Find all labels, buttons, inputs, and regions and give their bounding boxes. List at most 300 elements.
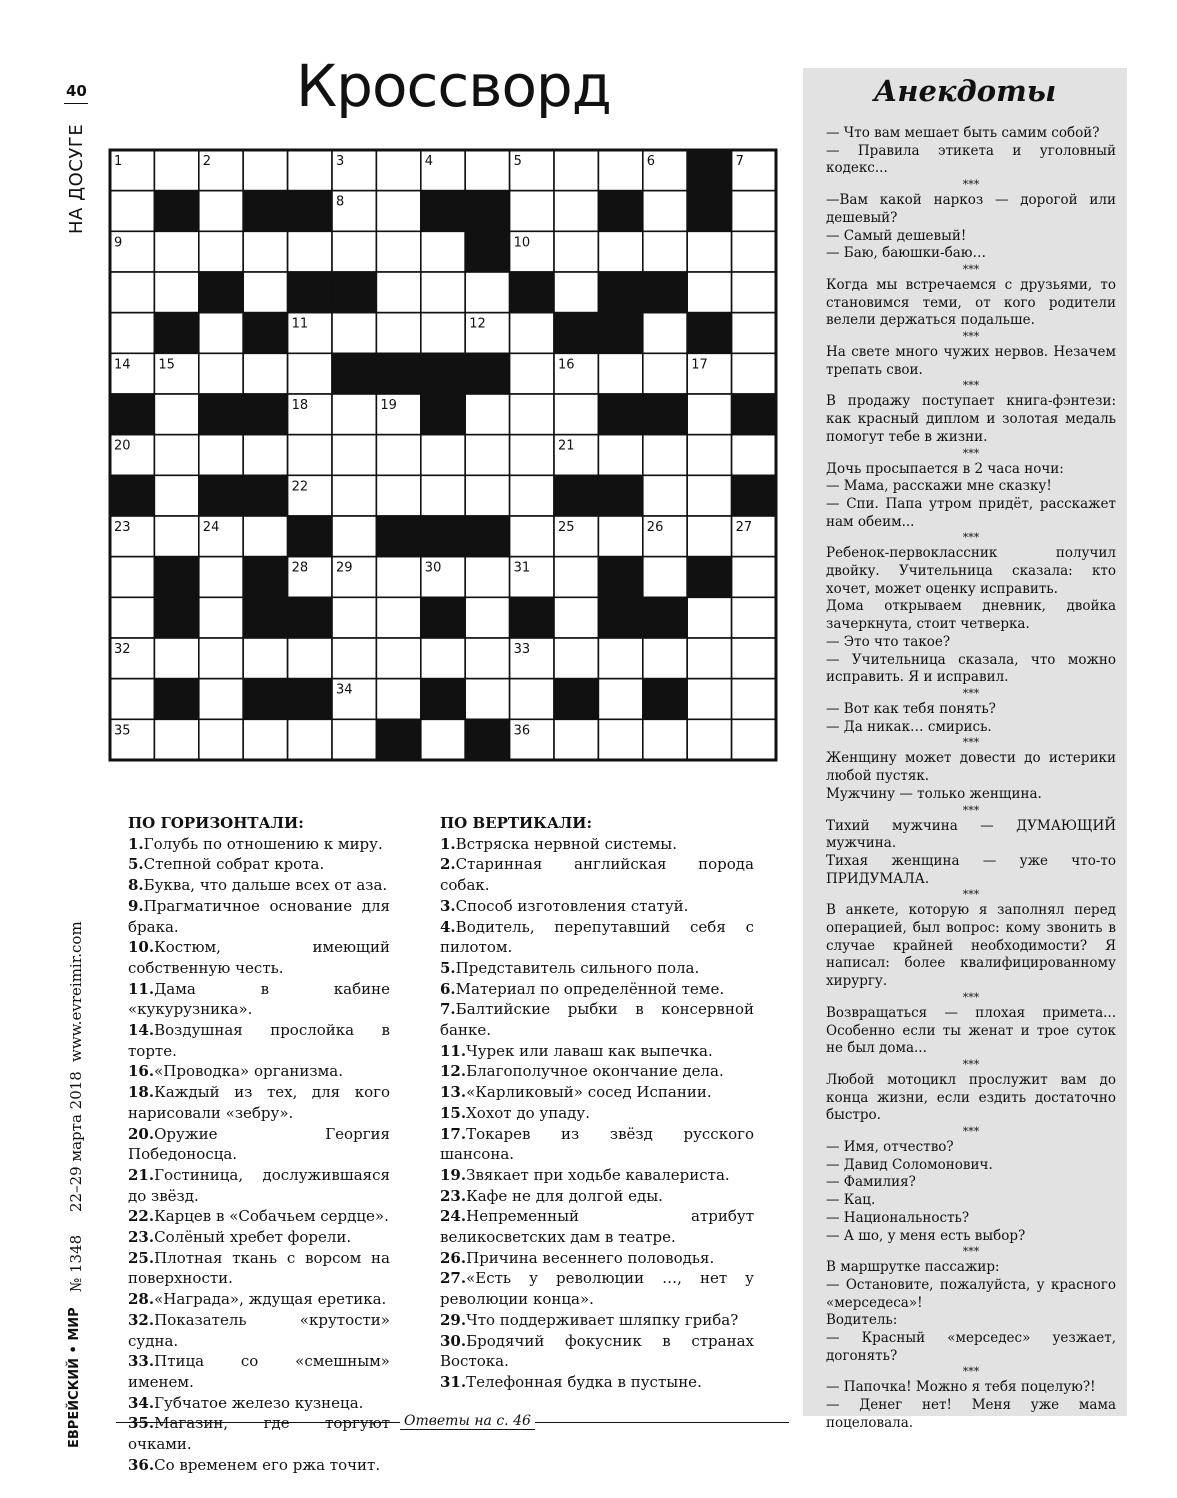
cell-number: 31	[513, 560, 531, 576]
black-cell	[554, 475, 598, 516]
black-cell	[376, 353, 420, 394]
grid-cell[interactable]	[332, 638, 376, 679]
grid-cell[interactable]	[421, 272, 465, 313]
grid-cell[interactable]	[554, 719, 598, 760]
black-cell	[243, 597, 287, 638]
grid-cell[interactable]	[421, 313, 465, 354]
black-cell	[510, 272, 554, 313]
cell-number: 23	[114, 520, 131, 535]
black-cell	[288, 597, 332, 638]
black-cell	[243, 475, 287, 516]
grid-cell[interactable]	[687, 679, 731, 720]
grid-cell[interactable]	[154, 231, 198, 272]
grid-cell[interactable]	[199, 638, 243, 679]
joke-line: — Фамилия?	[826, 1174, 916, 1191]
black-cell	[732, 394, 776, 435]
clue-number: 25.	[128, 1248, 155, 1267]
grid-cell[interactable]	[376, 435, 420, 476]
grid-cell[interactable]	[554, 191, 598, 232]
black-cell	[687, 557, 731, 598]
grid-cell[interactable]	[154, 435, 198, 476]
grid-cell[interactable]	[643, 191, 687, 232]
cell-number: 29	[336, 560, 353, 576]
grid-cell[interactable]	[421, 231, 465, 272]
black-cell	[154, 679, 198, 720]
grid-cell[interactable]	[421, 719, 465, 760]
joke-line: В продажу поступает книга-фэнтези: как красный диплом и золотая медаль помогут тебе в жизни.	[826, 393, 1116, 445]
grid-cell[interactable]	[554, 272, 598, 313]
black-cell	[421, 394, 465, 435]
grid-cell[interactable]	[465, 679, 509, 720]
sidebar-title: Анекдоты	[873, 74, 1057, 108]
black-cell	[243, 394, 287, 435]
down-heading: ПО ВЕРТИКАЛИ:	[440, 814, 593, 832]
grid-cell[interactable]	[510, 191, 554, 232]
grid-cell[interactable]	[732, 191, 776, 232]
joke-separator: ***	[962, 990, 980, 1004]
grid-cell[interactable]	[598, 638, 642, 679]
grid-cell[interactable]	[376, 679, 420, 720]
joke-line: — Это что такое?	[826, 633, 951, 650]
crossword-grid	[108, 148, 778, 762]
grid-cell[interactable]	[554, 597, 598, 638]
joke-separator: ***	[962, 686, 980, 700]
grid-cell[interactable]	[465, 394, 509, 435]
clue-item	[128, 1124, 390, 1165]
joke-line: Возвращаться — плохая примета... Особенно если ты женат и трое суток не был дома...	[826, 1004, 1116, 1057]
clue-item	[440, 1331, 754, 1372]
grid-cell[interactable]	[199, 191, 243, 232]
grid-cell[interactable]	[243, 231, 287, 272]
cell-number: 19	[380, 398, 397, 413]
joke-line: — Мама, расскажи мне сказку!	[826, 478, 1052, 495]
grid-cell[interactable]	[643, 231, 687, 272]
black-cell	[598, 475, 642, 516]
grid-cell[interactable]	[643, 475, 687, 516]
across-clues	[128, 813, 390, 1476]
grid-cell[interactable]	[687, 597, 731, 638]
clue-number: 1.	[128, 834, 144, 853]
grid-cell[interactable]	[376, 597, 420, 638]
joke-line: Когда мы встречаемся с друзьями, то становимся теми, от кого родители велели держаться подальше.	[826, 276, 1116, 329]
clue-text: Кафе не для долгой еды.	[466, 1186, 663, 1205]
cell-number: 15	[158, 357, 175, 373]
clue-number: 9.	[128, 896, 144, 915]
cell-number: 4	[424, 154, 434, 169]
grid-cell[interactable]	[598, 435, 642, 476]
joke-line: — Папочка! Можно я тебя поцелую?!	[826, 1379, 1096, 1396]
clue-item	[440, 1041, 754, 1062]
clue-item	[128, 1289, 390, 1310]
clue-number: 5.	[440, 958, 456, 977]
black-cell	[598, 394, 642, 435]
joke-separator: ***	[962, 803, 980, 817]
grid-cell[interactable]	[510, 353, 554, 394]
joke-line: Любой мотоцикл прослужит вам до конца жизни, если ездить достаточно быстро.	[826, 1071, 1116, 1124]
clue-number: 33.	[128, 1352, 155, 1371]
issue-number: № 1348	[67, 1234, 85, 1292]
grid-cell[interactable]	[421, 475, 465, 516]
grid-cell[interactable]	[421, 638, 465, 679]
cell-number: 25	[558, 520, 575, 535]
joke-separator: ***	[962, 1365, 980, 1379]
grid-cell[interactable]	[332, 516, 376, 557]
grid-cell[interactable]	[465, 272, 509, 313]
black-cell	[643, 679, 687, 720]
grid-cell[interactable]	[243, 150, 287, 191]
clue-text: Звякает при ходьбе кавалериста.	[466, 1165, 730, 1184]
clue-text: Оружие Георгия Победоносца.	[128, 1124, 390, 1164]
clue-text: Плотная ткань с ворсом на поверхности.	[128, 1248, 390, 1288]
grid-cell[interactable]	[110, 272, 154, 313]
down-clues	[440, 813, 754, 1393]
black-cell	[376, 719, 420, 760]
clue-text: Воздушная прослойка в торте.	[128, 1021, 390, 1060]
joke-line: — Спи. Папа утром придёт, расскажет нам обеим...	[826, 495, 1116, 530]
joke-line: — Национальность?	[826, 1209, 970, 1226]
grid-cell[interactable]	[732, 313, 776, 354]
page-number: 40	[66, 82, 87, 100]
clue-text: «Есть у революции …, нет у революции конца».	[440, 1269, 754, 1309]
cell-number: 30	[424, 560, 442, 576]
grid-cell[interactable]	[376, 475, 420, 516]
grid-cell[interactable]	[687, 719, 731, 760]
grid-cell[interactable]	[199, 353, 243, 394]
joke-line: Женщину может довести до истерики любой пустяк.	[826, 750, 1116, 785]
grid-cell[interactable]	[376, 638, 420, 679]
grid-cell[interactable]	[332, 394, 376, 435]
joke-line: — Денег нет! Меня уже мама поцеловала.	[826, 1397, 1116, 1431]
grid-cell[interactable]	[154, 272, 198, 313]
black-cell	[288, 679, 332, 720]
grid-cell[interactable]	[510, 313, 554, 354]
grid-cell[interactable]	[643, 435, 687, 476]
joke-line: Мужчину — только женщина.	[826, 785, 1042, 802]
black-cell	[421, 597, 465, 638]
grid-cell[interactable]	[110, 679, 154, 720]
grid-cell[interactable]	[154, 638, 198, 679]
grid-cell[interactable]	[732, 435, 776, 476]
grid-cell[interactable]	[243, 719, 287, 760]
black-cell	[154, 191, 198, 232]
grid-cell[interactable]	[376, 557, 420, 598]
cell-number: 2	[202, 154, 212, 169]
grid-cell[interactable]	[687, 516, 731, 557]
grid-cell[interactable]	[154, 516, 198, 557]
clue-number: 28.	[128, 1290, 155, 1309]
black-cell	[465, 191, 509, 232]
grid-cell[interactable]	[732, 353, 776, 394]
black-cell	[598, 597, 642, 638]
grid-cell[interactable]	[465, 150, 509, 191]
grid-cell[interactable]	[510, 394, 554, 435]
grid-cell[interactable]	[199, 435, 243, 476]
grid-cell[interactable]	[732, 638, 776, 679]
clue-text: Магазин, где торгуют очками.	[128, 1414, 390, 1454]
section-label: НА ДОСУГЕ	[66, 123, 87, 234]
clue-text: Встряска нервной системы.	[455, 834, 678, 853]
cell-number: 26	[646, 520, 664, 535]
clue-number: 2.	[440, 855, 456, 874]
joke-line: Тихая женщина — уже что-то ПРИДУМАЛА.	[826, 852, 1116, 887]
grid-cell[interactable]	[376, 231, 420, 272]
grid-cell[interactable]	[598, 719, 642, 760]
grid-cell[interactable]	[643, 719, 687, 760]
clue-number: 18.	[128, 1083, 155, 1102]
clue-item	[440, 854, 754, 895]
clue-item	[440, 1082, 754, 1103]
cell-number: 35	[114, 723, 131, 739]
grid-cell[interactable]	[732, 231, 776, 272]
cell-number: 24	[202, 520, 220, 535]
grid-cell[interactable]	[332, 719, 376, 760]
clue-item	[128, 1248, 390, 1289]
joke-line: — Баю, баюшки-баю…	[826, 245, 987, 262]
black-cell	[421, 679, 465, 720]
grid-cell[interactable]	[732, 719, 776, 760]
cell-number: 6	[646, 154, 656, 169]
grid-cell[interactable]	[598, 231, 642, 272]
cell-number: 8	[336, 194, 345, 210]
joke-line: — Красный «мерседес» уезжает, догонять?	[826, 1330, 1116, 1364]
clue-item	[440, 1165, 754, 1186]
clue-text: Буква, что дальше всех от аза.	[143, 876, 388, 895]
grid-cell[interactable]	[376, 191, 420, 232]
grid-cell[interactable]	[154, 475, 198, 516]
grid-cell[interactable]	[288, 435, 332, 476]
cell-number: 1	[114, 154, 123, 169]
clue-text: Каждый из тех, для кого нарисовали «зебру».	[128, 1083, 390, 1122]
grid-cell[interactable]	[243, 638, 287, 679]
clue-text: Показатель «крутости» судна.	[128, 1310, 390, 1350]
grid-cell[interactable]	[110, 313, 154, 354]
clue-number: 31.	[440, 1372, 467, 1391]
grid-cell[interactable]	[465, 557, 509, 598]
grid-cell[interactable]	[687, 475, 731, 516]
cell-number: 7	[735, 154, 744, 169]
grid-cell[interactable]	[643, 353, 687, 394]
cell-number: 28	[291, 560, 309, 576]
clue-number: 11.	[440, 1041, 467, 1060]
grid-cell[interactable]	[154, 394, 198, 435]
grid-cell[interactable]	[243, 516, 287, 557]
joke-separator: ***	[962, 178, 980, 192]
clue-text: Степной собрат крота.	[143, 855, 325, 874]
grid-cell[interactable]	[288, 353, 332, 394]
grid-cell[interactable]	[465, 435, 509, 476]
black-cell	[154, 313, 198, 354]
grid-cell[interactable]	[376, 150, 420, 191]
black-cell	[154, 557, 198, 598]
grid-cell[interactable]	[732, 557, 776, 598]
grid-cell[interactable]	[199, 231, 243, 272]
grid-cell[interactable]	[199, 557, 243, 598]
grid-cell[interactable]	[332, 475, 376, 516]
clue-text: Способ изготовления статуй.	[455, 896, 689, 915]
jokes-list	[826, 125, 1116, 1433]
grid-cell[interactable]	[598, 150, 642, 191]
grid-cell[interactable]	[598, 516, 642, 557]
grid-cell[interactable]	[732, 597, 776, 638]
clue-text: Телефонная будка в пустыне.	[466, 1372, 702, 1391]
grid-cell[interactable]	[643, 557, 687, 598]
clue-number: 14.	[128, 1021, 155, 1040]
grid-cell[interactable]	[554, 150, 598, 191]
clue-text: Балтийские рыбки в консервной банке.	[440, 1000, 754, 1040]
clue-text: Причина весеннего половодья.	[466, 1248, 715, 1267]
grid-cell[interactable]	[288, 719, 332, 760]
grid-cell[interactable]	[110, 557, 154, 598]
clue-text: Старинная английская порода собак.	[440, 855, 754, 895]
clue-item	[440, 1103, 754, 1124]
clue-text: Непременный атрибут великосветских дам в театре.	[440, 1207, 754, 1247]
cell-number: 5	[513, 154, 522, 169]
clue-text: Хохот до упаду.	[466, 1103, 591, 1122]
clue-text: Губчатое железо кузнеца.	[154, 1393, 364, 1412]
black-cell	[288, 191, 332, 232]
clue-text: Костюм, имеющий собственную честь.	[128, 938, 390, 977]
clue-text: «Награда», ждущая еретика.	[154, 1290, 387, 1309]
grid-cell[interactable]	[554, 231, 598, 272]
joke-line: — Правила этикета и уголовный кодекс...	[826, 142, 1116, 177]
grid-cell[interactable]	[110, 597, 154, 638]
grid-cell[interactable]	[243, 353, 287, 394]
grid-cell[interactable]	[199, 719, 243, 760]
grid-cell[interactable]	[199, 313, 243, 354]
clue-text: «Проводка» организма.	[154, 1062, 343, 1081]
clue-number: 36.	[128, 1455, 155, 1474]
grid-cell[interactable]	[687, 394, 731, 435]
joke-line: — Имя, отчество?	[826, 1139, 954, 1156]
grid-cell[interactable]	[643, 638, 687, 679]
clue-item	[128, 1310, 390, 1351]
clue-text: Благополучное окончание дела.	[466, 1062, 724, 1081]
grid-cell[interactable]	[598, 679, 642, 720]
black-cell	[643, 597, 687, 638]
clue-text: Водитель, перепутавший себя с пилотом.	[440, 917, 754, 957]
grid-cell[interactable]	[687, 638, 731, 679]
joke-line: — Остановите, пожалуйста, у красного «мерседеса»!	[826, 1276, 1116, 1311]
clue-number: 35.	[128, 1414, 155, 1433]
grid-cell[interactable]	[243, 435, 287, 476]
grid-cell[interactable]	[687, 272, 731, 313]
grid-cell[interactable]	[332, 231, 376, 272]
grid-cell[interactable]	[199, 679, 243, 720]
grid-cell[interactable]	[643, 313, 687, 354]
clue-text: Карцев в «Собачьем сердце».	[154, 1207, 389, 1226]
grid-cell[interactable]	[288, 638, 332, 679]
cell-number: 21	[558, 438, 575, 454]
joke-line: —Вам какой наркоз — дорогой или дешевый?	[826, 192, 1116, 226]
clue-number: 30.	[440, 1331, 467, 1350]
clue-item	[128, 896, 390, 937]
clue-number: 12.	[440, 1062, 467, 1081]
grid-cell[interactable]	[110, 191, 154, 232]
clue-item	[128, 834, 390, 855]
grid-cell[interactable]	[465, 638, 509, 679]
clue-text: Прагматичное основание для брака.	[128, 896, 390, 936]
grid-cell[interactable]	[332, 435, 376, 476]
grid-cell[interactable]	[510, 516, 554, 557]
clue-item	[128, 1165, 390, 1206]
grid-cell[interactable]	[421, 435, 465, 476]
joke-separator: ***	[962, 736, 980, 750]
cell-number: 9	[114, 235, 123, 251]
grid-cell[interactable]	[732, 679, 776, 720]
grid-cell[interactable]	[732, 272, 776, 313]
grid-cell[interactable]	[243, 272, 287, 313]
grid-cell[interactable]	[288, 231, 332, 272]
joke-line: — Вот как тебя понять?	[826, 700, 996, 717]
joke-line: — А шо, у меня есть выбор?	[826, 1227, 1026, 1244]
grid-cell[interactable]	[154, 150, 198, 191]
clue-text: Голубь по отношению к миру.	[143, 834, 383, 853]
clue-text: «Карликовый» сосед Испании.	[466, 1083, 712, 1102]
clue-number: 24.	[440, 1207, 467, 1226]
clue-number: 13.	[440, 1083, 467, 1102]
grid-cell[interactable]	[332, 313, 376, 354]
clue-item	[440, 834, 754, 855]
grid-cell[interactable]	[376, 272, 420, 313]
joke-line: — Самый дешевый!	[826, 227, 967, 244]
clue-item	[128, 1351, 390, 1392]
grid-cell[interactable]	[554, 638, 598, 679]
clue-item	[128, 1082, 390, 1123]
grid-cell[interactable]	[154, 719, 198, 760]
clue-number: 8.	[128, 876, 144, 895]
grid-cell[interactable]	[288, 150, 332, 191]
grid-cell[interactable]	[465, 475, 509, 516]
clue-text: Что поддерживает шляпку гриба?	[466, 1310, 739, 1329]
grid-cell[interactable]	[199, 597, 243, 638]
across-heading: ПО ГОРИЗОНТАЛИ:	[128, 814, 304, 832]
grid-cell[interactable]	[510, 475, 554, 516]
clue-text: Представитель сильного пола.	[455, 958, 700, 977]
clue-text: Дама в кабине «кукурузника».	[128, 979, 390, 1019]
joke-separator: ***	[962, 379, 980, 393]
clue-item	[440, 1124, 754, 1165]
clue-number: 23.	[128, 1228, 155, 1247]
joke-separator: ***	[962, 1125, 980, 1139]
grid-cell[interactable]	[332, 597, 376, 638]
grid-cell[interactable]	[554, 394, 598, 435]
black-cell	[110, 394, 154, 435]
grid-cell[interactable]	[510, 435, 554, 476]
black-cell	[243, 313, 287, 354]
grid-cell[interactable]	[554, 557, 598, 598]
clue-item	[128, 1227, 390, 1248]
clue-number: 27.	[440, 1269, 467, 1288]
grid-cell[interactable]	[687, 231, 731, 272]
grid-cell[interactable]	[687, 435, 731, 476]
clue-text: Птица со «смешным» именем.	[128, 1352, 390, 1391]
black-cell	[243, 679, 287, 720]
grid-cell[interactable]	[510, 679, 554, 720]
cell-number: 17	[691, 357, 708, 373]
cell-number: 32	[114, 642, 131, 657]
joke-line: В анкете, которую я заполнял перед операцией, был вопрос: кому звонить в случае крайней необходимости? Я написал: более квалифицированному хирургу.	[826, 902, 1116, 990]
black-cell	[421, 516, 465, 557]
grid-cell[interactable]	[465, 597, 509, 638]
black-cell	[643, 272, 687, 313]
clue-number: 26.	[440, 1248, 467, 1267]
grid-cell[interactable]	[598, 353, 642, 394]
black-cell	[554, 679, 598, 720]
joke-separator: ***	[962, 888, 980, 902]
clue-number: 7.	[440, 1000, 456, 1019]
black-cell	[465, 516, 509, 557]
grid-cell[interactable]	[376, 313, 420, 354]
